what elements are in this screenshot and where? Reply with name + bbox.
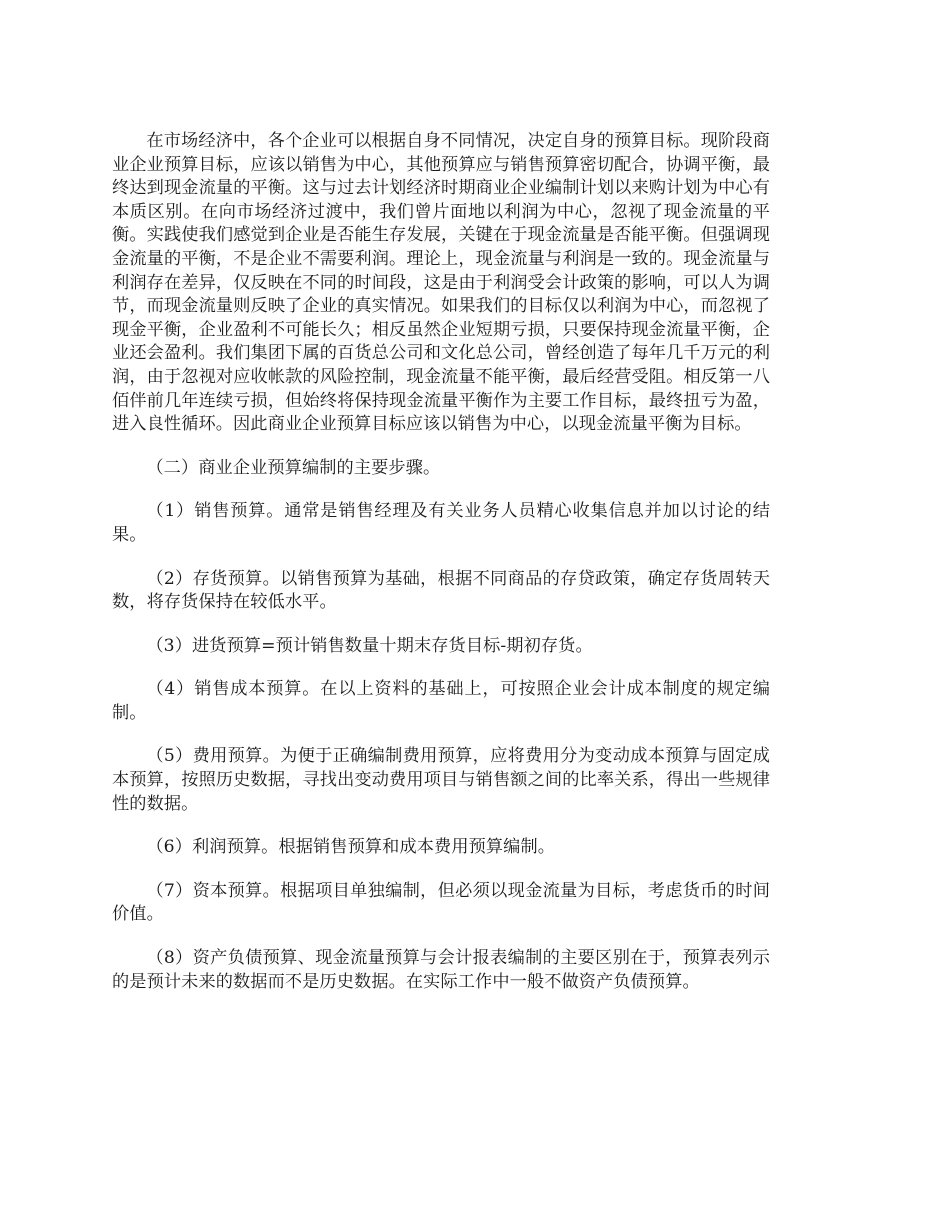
step-1-paragraph: （1）销售预算。通常是销售经理及有关业务人员精心收集信息并加以讨论的结果。 — [112, 501, 770, 545]
intro-paragraph: 在市场经济中，各个企业可以根据自身不同情况，决定自身的预算目标。现阶段商业企业预算目标，应该以销售为中心，其他预算应与销售预算密切配合，协调平衡，最终达到现金流量的平衡。这与过去计划经济时期商业企业编制计划以来购计划为中心有本质区别。在向市场经济过渡中，我们曾片面地以利润为中心，忽视了现金流量的平衡。实践使我们感觉到企业是否能生存发展，关键在于现金流量是否能平衡。但强调现金流量的平衡，不是企业不需要利润。理论上，现金流量与利润是一致的。现金流量与利润存在差异，仅反映在不同的时间段，这是由于利润受会计政策的影响，可以人为调节，而现金流量则反映了企业的真实情况。如果我们的目标仅以利润为中心，而忽视了现金平衡，企业盈利不可能长久；相反虽然企业短期亏损，只要保持现金流量平衡，企业还会盈利。我们集团下属的百货总公司和文化总公司，曾经创造了每年几千万元的利润，由于忽视对应收帐款的风险控制，现金流量不能平衡，最后经营受阻。相反第一八佰伴前几年连续亏损，但始终将保持现金流量平衡作为主要工作目标，最终扭亏为盈，进入良性循环。因此商业企业预算目标应该以销售为中心，以现金流量平衡为目标。 — [112, 131, 770, 435]
step-4-paragraph: （4）销售成本预算。在以上资料的基础上，可按照企业会计成本制度的规定编制。 — [112, 679, 770, 723]
step-6-paragraph: （6）利润预算。根据销售预算和成本费用预算编制。 — [146, 837, 556, 858]
document-page — [112, 130, 770, 994]
step-5-paragraph: （5）费用预算。为便于正确编制费用预算，应将费用分为变动成本预算与固定成本预算，按照历史数据，寻找出变动费用项目与销售额之间的比率关系，得出一些规律性的数据。 — [112, 746, 770, 814]
step-7-paragraph: （7）资本预算。根据项目单独编制，但必须以现金流量为目标，考虑货币的时间价值。 — [112, 880, 770, 925]
step-8-paragraph: （8）资产负债预算、现金流量预算与会计报表编制的主要区别在于，预算表列示的是预计未来的数据而不是历史数据。在实际工作中一般不做资产负债预算。 — [112, 948, 770, 992]
section-heading: （二）商业企业预算编制的主要步骤。 — [146, 457, 441, 478]
step-2-paragraph: （2）存货预算。以销售预算为基础，根据不同商品的存贷政策，确定存货周转天数，将存货保持在较低水平。 — [112, 568, 770, 613]
step-3-paragraph: （3）进货预算=预计销售数量十期末存货目标-期初存货。 — [146, 635, 593, 656]
